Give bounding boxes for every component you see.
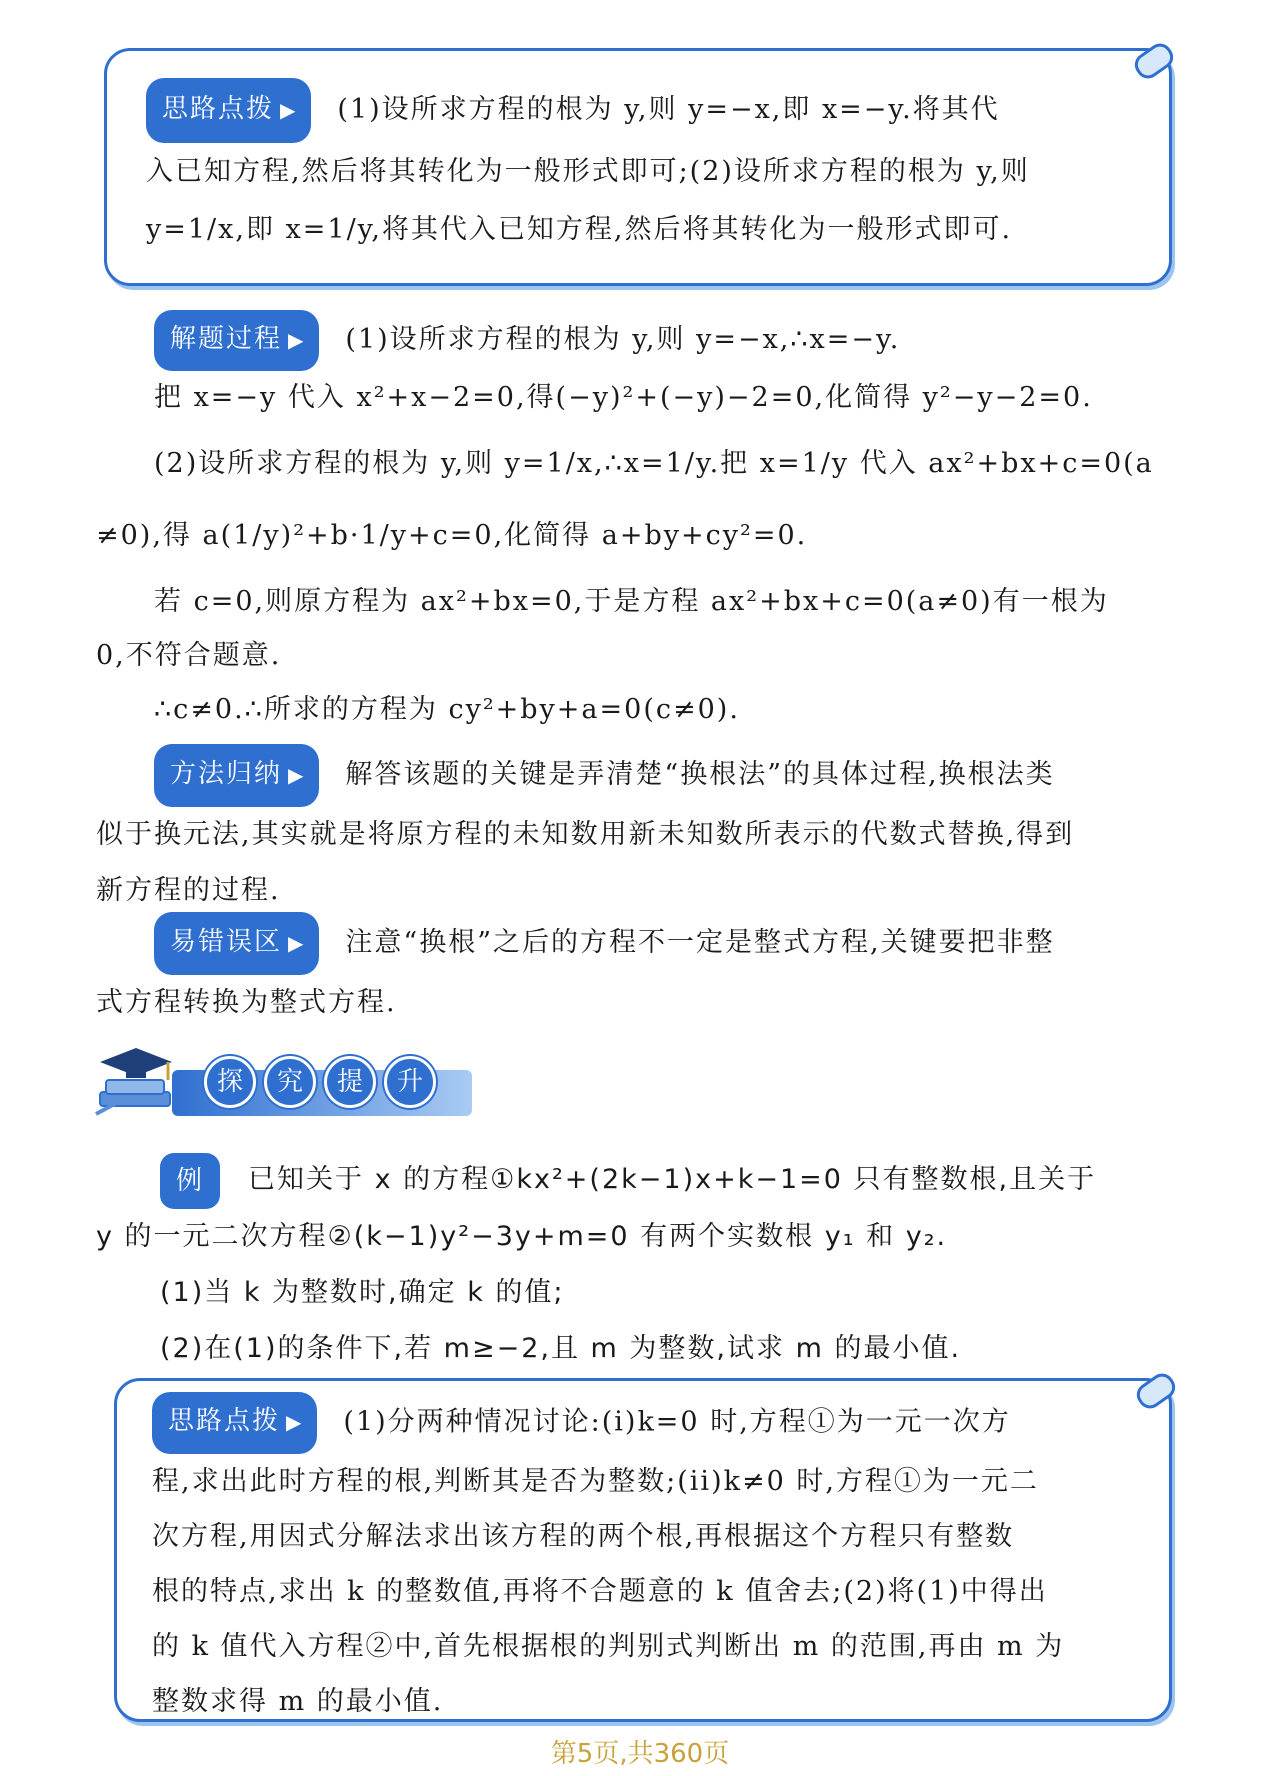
hint-1-text [146,78,1146,259]
section-title-char: 升 [384,1056,436,1108]
example-line-2: y 的一元二次方程②(k−1)y²−3y+m=0 有两个实数根 y₁ 和 y₂. [96,1220,948,1252]
hint-2-line-6: 整数求得 m 的最小值. [152,1686,444,1717]
hint-2-text [152,1392,1152,1729]
section-header [92,1040,482,1120]
solution-line-3: (2)设所求方程的根为 y,则 y=1/x,∴x=1/y.把 x=1/y 代入 ax²+bx+c=0(a [154,448,1154,479]
hint-2-line-4: 根的特点,求出 k 的整数值,再将不合题意的 k 值舍去;(2)将(1)中得出 [152,1576,1048,1607]
graduation-cap-icon [92,1040,182,1120]
method-line-3: 新方程的过程. [96,875,281,906]
hint-2-line-2: 程,求出此时方程的根,判断其是否为整数;(ii)k≠0 时,方程①为一元二 [152,1466,1039,1497]
hint-tag: 思路点拨 ▶ [152,1392,317,1454]
example-line-4: (2)在(1)的条件下,若 m≥−2,且 m 为整数,试求 m 的最小值. [160,1332,962,1364]
hint-tag: 思路点拨 ▶ [146,78,311,143]
example-line-3: (1)当 k 为整数时,确定 k 的值; [160,1276,565,1308]
example-line-1: 已知关于 x 的方程①kx²+(2k−1)x+k−1=0 只有整数根,且关于 [248,1164,1097,1195]
solution-line-7: ∴c≠0.∴所求的方程为 cy²+by+a=0(c≠0). [154,694,740,725]
solution-line-1: (1)设所求方程的根为 y,则 y=−x,∴x=−y. [345,324,901,355]
pitfall-tag: 易错误区 ▶ [154,912,319,975]
section-title-char: 究 [264,1056,316,1108]
solution-line-2: 把 x=−y 代入 x²+x−2=0,得(−y)²+(−y)−2=0,化简得 y²−y−2=0. [154,382,1093,413]
solution-line-5: 若 c=0,则原方程为 ax²+bx=0,于是方程 ax²+bx+c=0(a≠0)有一根为 [154,586,1109,617]
section-title-char: 提 [324,1056,376,1108]
solution-tag: 解题过程 ▶ [154,310,319,371]
method-text [96,744,1196,919]
method-tag: 方法归纳 ▶ [154,744,319,807]
solution-text [96,310,1196,737]
pitfall-line-1: 注意“换根”之后的方程不一定是整式方程,关键要把非整 [345,927,1055,958]
section-title-char: 探 [204,1056,256,1108]
method-line-2: 似于换元法,其实就是将原方程的未知数用新未知数所表示的代数式替换,得到 [96,819,1075,850]
method-line-1: 解答该题的关键是弄清楚“换根法”的具体过程,换根法类 [345,759,1055,790]
pitfall-line-2: 式方程转换为整式方程. [96,987,397,1018]
page-indicator: 第5页,共360页 [550,1739,730,1769]
example-text [96,1152,1196,1377]
hint-1-line-2: 入已知方程,然后将其转化为一般形式即可;(2)设所求方程的根为 y,则 [146,156,1030,187]
hint-2-line-1: (1)分两种情况讨论:(i)k=0 时,方程①为一元一次方 [343,1406,1011,1438]
hint-1-line-1: (1)设所求方程的根为 y,则 y=−x,即 x=−y.将其代 [337,94,1000,125]
example-badge: 例 [160,1153,220,1209]
solution-line-6: 0,不符合题意. [96,640,282,671]
pitfall-text [96,912,1196,1031]
hint-2-line-5: 的 k 值代入方程②中,首先根据根的判别式判断出 m 的范围,再由 m 为 [152,1631,1065,1662]
hint-1-line-3: y=1/x,即 x=1/y,将其代入已知方程,然后将其转化为一般形式即可. [146,214,1013,245]
hint-2-line-3: 次方程,用因式分解法求出该方程的两个根,再根据这个方程只有整数 [152,1521,1015,1552]
solution-line-4: ≠0),得 a(1/y)²+b·1/y+c=0,化简得 a+by+cy²=0. [96,520,808,551]
